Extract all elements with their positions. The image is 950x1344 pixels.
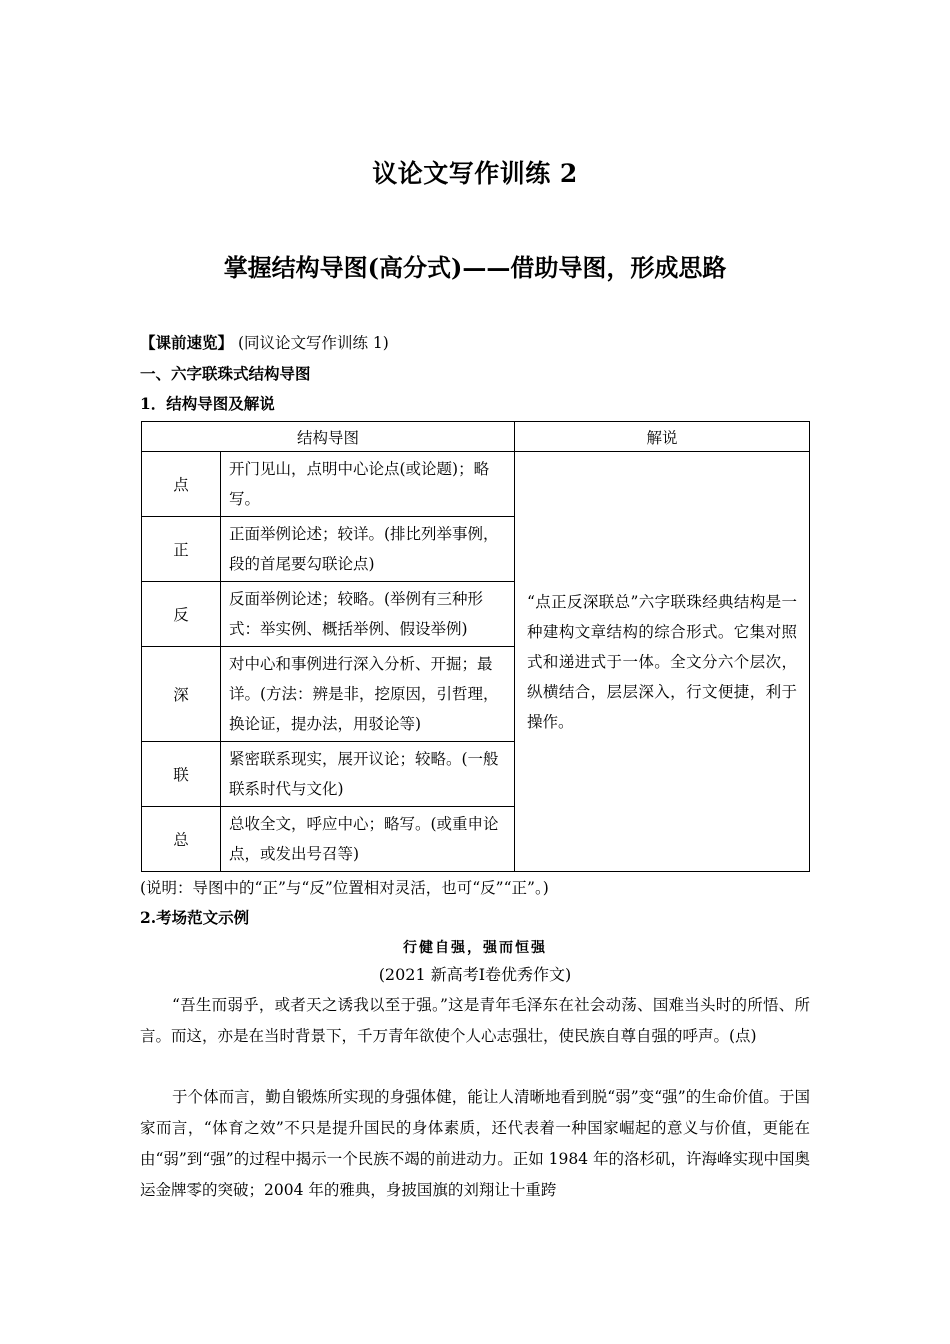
document-title: 议论文写作训练 2 xyxy=(372,159,578,188)
row-desc: 对中心和事例进行深入分析、开掘；最详。(方法：辨是非，挖原因，引哲理，换论证，提办法，用驳论等) xyxy=(221,647,515,742)
essay-source: (2021 新高考Ⅰ卷优秀作文) xyxy=(378,965,572,984)
essay-title: 行健自强，强而恒强 xyxy=(403,940,547,956)
document-subtitle: 掌握结构导图(高分式)——借助导图，形成思路 xyxy=(223,253,727,282)
table-row xyxy=(142,452,810,517)
preview-text: (同议论文写作训练 1) xyxy=(237,334,389,352)
section-heading: 一、六字联珠式结构导图 xyxy=(140,364,311,383)
essay-paragraph: 于个体而言，勤自锻炼所实现的身强体健，能让人清晰地看到脱“弱”变“强”的生命价值。于国家而言，“体育之效”不只是提升国民的身体素质，还代表着一种国家崛起的意义与价值，更能在由“弱”到“强”的过程中揭示一个民族不竭的前进动力。正如 1984 年的洛杉矶，许海峰实现中国奥运金牌零的突破；2004 年的雅典，身披国旗的刘翔让十重跨 xyxy=(140,1088,810,1199)
row-key: 总 xyxy=(142,807,221,872)
row-key: 深 xyxy=(142,647,221,742)
explanation-cell: “点正反深联总”六字联珠经典结构是一种建构文章结构的综合形式。它集对照式和递进式于一体。全文分六个层次，纵横结合，层层深入，行文便捷，利于操作。 xyxy=(515,452,810,872)
row-key: 正 xyxy=(142,517,221,582)
structure-map-table xyxy=(141,421,810,872)
header-explanation: 解说 xyxy=(515,422,810,452)
row-key: 点 xyxy=(142,452,221,517)
subsection-heading: 1．结构导图及解说 xyxy=(140,394,275,413)
subsection-heading-2: 2.考场范文示例 xyxy=(140,908,250,927)
map-note: (说明：导图中的“正”与“反”位置相对灵活，也可“反”“正”。) xyxy=(140,879,549,897)
row-key: 反 xyxy=(142,582,221,647)
preview-line xyxy=(140,331,389,353)
header-structure-map: 结构导图 xyxy=(142,422,515,452)
preview-label: 【课前速览】 xyxy=(140,333,234,352)
row-desc: 正面举例论述；较详。(排比列举事例，段的首尾要勾联论点) xyxy=(221,517,515,582)
essay-paragraph: “吾生而弱乎，或者天之诱我以至于强。”这是青年毛泽东在社会动荡、国难当头时的所悟、所言。而这，亦是在当时背景下，千万青年欲使个人心志强壮，使民族自尊自强的呼声。(点) xyxy=(140,996,810,1045)
row-desc: 紧密联系现实，展开议论；较略。(一般联系时代与文化) xyxy=(221,742,515,807)
row-key: 联 xyxy=(142,742,221,807)
row-desc: 反面举例论述；较略。(举例有三种形式：举实例、概括举例、假设举例) xyxy=(221,582,515,647)
row-desc: 总收全文，呼应中心；略写。(或重申论点，或发出号召等) xyxy=(221,807,515,872)
table-header-row xyxy=(142,422,810,452)
row-desc: 开门见山，点明中心论点(或论题)；略写。 xyxy=(221,452,515,517)
